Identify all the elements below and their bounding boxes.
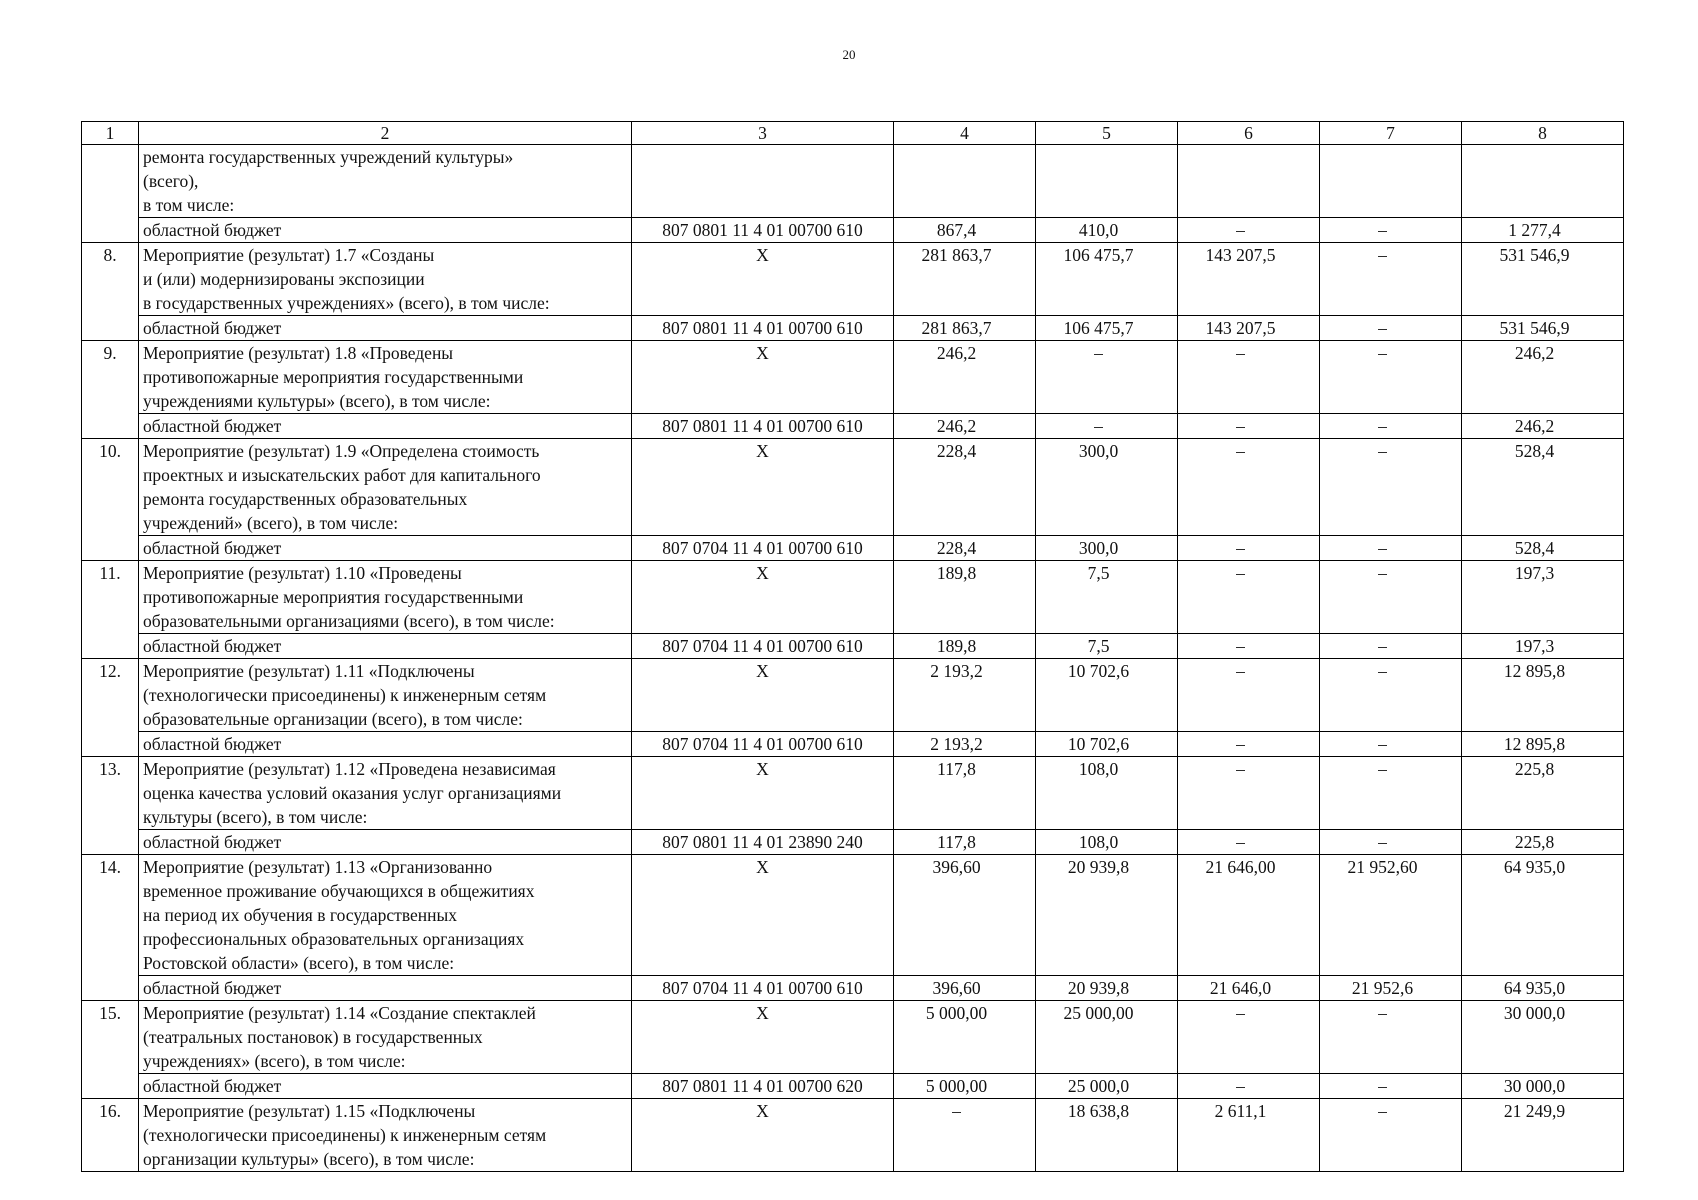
table-row-activity [82,757,1624,830]
table-row-budget [82,414,1624,439]
value-cell-col7: – [1320,218,1462,243]
description-cell: Мероприятие (результат) 1.14 «Создание спектаклей (театральных постановок) в государственных учреждениях» (всего), в том числе: [139,1001,632,1074]
budget-code-cell: Х [632,855,894,976]
description-cell: областной бюджет [139,536,632,561]
value-cell-col6: 2 611,1 [1178,1099,1320,1172]
row-number-cell: 16. [82,1099,139,1172]
row-number-cell: 11. [82,561,139,659]
value-cell-col6: – [1178,341,1320,414]
header-cell: 3 [632,122,894,145]
value-cell-col4: 189,8 [894,561,1036,634]
description-cell: областной бюджет [139,732,632,757]
value-cell-col4: 2 193,2 [894,659,1036,732]
value-cell-col8: 531 546,9 [1462,243,1624,316]
value-cell-col8: 1 277,4 [1462,218,1624,243]
budget-code-cell: Х [632,1001,894,1074]
value-cell-col4: 5 000,00 [894,1074,1036,1099]
row-number-cell: 13. [82,757,139,855]
table-row-activity [82,1001,1624,1074]
description-cell: Мероприятие (результат) 1.7 «Созданы и (или) модернизированы экспозиции в государственных учреждениях» (всего), в том числе: [139,243,632,316]
value-cell-col8: 197,3 [1462,634,1624,659]
row-number-cell: 15. [82,1001,139,1099]
description-cell: Мероприятие (результат) 1.9 «Определена стоимость проектных и изыскательских работ для капитального ремонта государственных образовательных учреждений» (всего), в том числе: [139,439,632,536]
value-cell-col8: 528,4 [1462,439,1624,536]
value-cell-col4: 867,4 [894,218,1036,243]
value-cell-col4: 117,8 [894,757,1036,830]
value-cell-col6: – [1178,218,1320,243]
description-cell: областной бюджет [139,1074,632,1099]
value-cell-col7: – [1320,634,1462,659]
row-number-cell: 9. [82,341,139,439]
value-cell-col8: 531 546,9 [1462,316,1624,341]
budget-code-cell [632,145,894,218]
value-cell-col8: 225,8 [1462,757,1624,830]
budget-code-cell: Х [632,341,894,414]
value-cell-col5: 108,0 [1036,757,1178,830]
value-cell-col8: 12 895,8 [1462,732,1624,757]
table-row-budget [82,218,1624,243]
budget-code-cell: Х [632,757,894,830]
value-cell-col5: 7,5 [1036,634,1178,659]
table-row-budget [82,316,1624,341]
value-cell-col7: – [1320,243,1462,316]
value-cell-col8: 30 000,0 [1462,1074,1624,1099]
value-cell-col6: – [1178,1074,1320,1099]
value-cell-col5: 20 939,8 [1036,976,1178,1001]
value-cell-col6: – [1178,757,1320,830]
budget-code-cell: Х [632,439,894,536]
value-cell-col7: – [1320,561,1462,634]
value-cell-col5: 25 000,00 [1036,1001,1178,1074]
description-cell: Мероприятие (результат) 1.11 «Подключены (технологически присоединены) к инженерным сетям образовательные организации (всего), в том числе: [139,659,632,732]
header-cell: 2 [139,122,632,145]
value-cell-col8: 30 000,0 [1462,1001,1624,1074]
table-row-budget [82,830,1624,855]
description-cell: областной бюджет [139,316,632,341]
value-cell-col5: 106 475,7 [1036,243,1178,316]
row-number-cell [82,145,139,243]
value-cell-col7: – [1320,732,1462,757]
budget-code-cell: Х [632,561,894,634]
value-cell-col4: 246,2 [894,414,1036,439]
budget-code-cell: 807 0801 11 4 01 00700 610 [632,218,894,243]
value-cell-col4: 189,8 [894,634,1036,659]
value-cell-col5: 300,0 [1036,439,1178,536]
row-number-cell: 10. [82,439,139,561]
value-cell-col4: 228,4 [894,536,1036,561]
value-cell-col8: 528,4 [1462,536,1624,561]
description-cell: ремонта государственных учреждений культуры» (всего), в том числе: [139,145,632,218]
value-cell-col7: – [1320,414,1462,439]
value-cell-col5 [1036,145,1178,218]
description-cell: областной бюджет [139,414,632,439]
table-row-budget [82,536,1624,561]
header-cell: 7 [1320,122,1462,145]
table-row-activity [82,1099,1624,1172]
budget-code-cell: 807 0801 11 4 01 23890 240 [632,830,894,855]
budget-code-cell: Х [632,1099,894,1172]
table-row-budget [82,976,1624,1001]
value-cell-col7: – [1320,1099,1462,1172]
value-cell-col5: 20 939,8 [1036,855,1178,976]
table-row-budget [82,1074,1624,1099]
value-cell-col7: – [1320,439,1462,536]
description-cell: Мероприятие (результат) 1.8 «Проведены противопожарные мероприятия государственными учреждениями культуры» (всего), в том числе: [139,341,632,414]
value-cell-col7: – [1320,1074,1462,1099]
table-row-budget [82,732,1624,757]
row-number-cell: 12. [82,659,139,757]
value-cell-col8 [1462,145,1624,218]
value-cell-col4: 2 193,2 [894,732,1036,757]
header-cell: 5 [1036,122,1178,145]
value-cell-col4: 228,4 [894,439,1036,536]
budget-code-cell: 807 0704 11 4 01 00700 610 [632,634,894,659]
value-cell-col4: 246,2 [894,341,1036,414]
description-cell: областной бюджет [139,634,632,659]
value-cell-col6: 21 646,0 [1178,976,1320,1001]
value-cell-col5: 300,0 [1036,536,1178,561]
value-cell-col5: 108,0 [1036,830,1178,855]
value-cell-col4: 117,8 [894,830,1036,855]
value-cell-col8: 64 935,0 [1462,976,1624,1001]
value-cell-col4: – [894,1099,1036,1172]
value-cell-col5: 106 475,7 [1036,316,1178,341]
value-cell-col7: – [1320,316,1462,341]
description-cell: областной бюджет [139,976,632,1001]
table-row-activity [82,341,1624,414]
table-row-activity [82,439,1624,536]
description-cell: Мероприятие (результат) 1.15 «Подключены (технологически присоединены) к инженерным сетям организации культуры» (всего), в том числе: [139,1099,632,1172]
value-cell-col6 [1178,145,1320,218]
value-cell-col5: 18 638,8 [1036,1099,1178,1172]
description-cell: областной бюджет [139,218,632,243]
budget-code-cell: 807 0704 11 4 01 00700 610 [632,976,894,1001]
value-cell-col4: 5 000,00 [894,1001,1036,1074]
value-cell-col8: 246,2 [1462,414,1624,439]
value-cell-col6: – [1178,634,1320,659]
value-cell-col6: 21 646,00 [1178,855,1320,976]
value-cell-col7: – [1320,757,1462,830]
table-row-activity [82,855,1624,976]
value-cell-col7: – [1320,659,1462,732]
value-cell-col8: 197,3 [1462,561,1624,634]
value-cell-col7: – [1320,536,1462,561]
table-row-activity [82,561,1624,634]
header-cell: 1 [82,122,139,145]
description-cell: Мероприятие (результат) 1.12 «Проведена независимая оценка качества условий оказания услуг организациями культуры (всего), в том числе: [139,757,632,830]
value-cell-col8: 21 249,9 [1462,1099,1624,1172]
description-cell: Мероприятие (результат) 1.10 «Проведены противопожарные мероприятия государственными образовательными организациями (всего), в том числе: [139,561,632,634]
value-cell-col4: 396,60 [894,976,1036,1001]
description-cell: Мероприятие (результат) 1.13 «Организованно временное проживание обучающихся в общежитиях на период их обучения в государственных профессиональных образовательных организациях Ростовской области» (всего), в том числе: [139,855,632,976]
table-row-activity [82,243,1624,316]
value-cell-col8: 64 935,0 [1462,855,1624,976]
budget-code-cell: Х [632,243,894,316]
value-cell-col8: 12 895,8 [1462,659,1624,732]
value-cell-col6: – [1178,414,1320,439]
budget-code-cell: 807 0801 11 4 01 00700 620 [632,1074,894,1099]
value-cell-col6: – [1178,536,1320,561]
value-cell-col6: – [1178,1001,1320,1074]
budget-table [81,121,1624,1172]
value-cell-col4 [894,145,1036,218]
table-row-budget [82,145,1624,218]
value-cell-col6: – [1178,732,1320,757]
budget-code-cell: 807 0801 11 4 01 00700 610 [632,414,894,439]
header-cell: 6 [1178,122,1320,145]
value-cell-col5: 410,0 [1036,218,1178,243]
value-cell-col6: 143 207,5 [1178,243,1320,316]
row-number-cell: 8. [82,243,139,341]
value-cell-col5: 10 702,6 [1036,659,1178,732]
value-cell-col7: 21 952,60 [1320,855,1462,976]
header-cell: 8 [1462,122,1624,145]
value-cell-col6: – [1178,439,1320,536]
value-cell-col6: – [1178,830,1320,855]
value-cell-col5: 25 000,0 [1036,1074,1178,1099]
value-cell-col4: 281 863,7 [894,316,1036,341]
value-cell-col8: 225,8 [1462,830,1624,855]
value-cell-col6: 143 207,5 [1178,316,1320,341]
value-cell-col7 [1320,145,1462,218]
page-number: 20 [842,47,856,62]
value-cell-col8: 246,2 [1462,341,1624,414]
value-cell-col5: 10 702,6 [1036,732,1178,757]
table-row-budget [82,634,1624,659]
description-cell: областной бюджет [139,830,632,855]
value-cell-col7: 21 952,6 [1320,976,1462,1001]
value-cell-col7: – [1320,1001,1462,1074]
row-number-cell: 14. [82,855,139,1001]
value-cell-col6: – [1178,659,1320,732]
budget-code-cell: 807 0704 11 4 01 00700 610 [632,536,894,561]
header-cell: 4 [894,122,1036,145]
budget-code-cell: Х [632,659,894,732]
value-cell-col7: – [1320,830,1462,855]
value-cell-col4: 396,60 [894,855,1036,976]
value-cell-col6: – [1178,561,1320,634]
value-cell-col5: 7,5 [1036,561,1178,634]
value-cell-col7: – [1320,341,1462,414]
value-cell-col5: – [1036,414,1178,439]
value-cell-col5: – [1036,341,1178,414]
value-cell-col4: 281 863,7 [894,243,1036,316]
budget-code-cell: 807 0704 11 4 01 00700 610 [632,732,894,757]
table-row-activity [82,659,1624,732]
budget-code-cell: 807 0801 11 4 01 00700 610 [632,316,894,341]
header-row [82,122,1624,145]
